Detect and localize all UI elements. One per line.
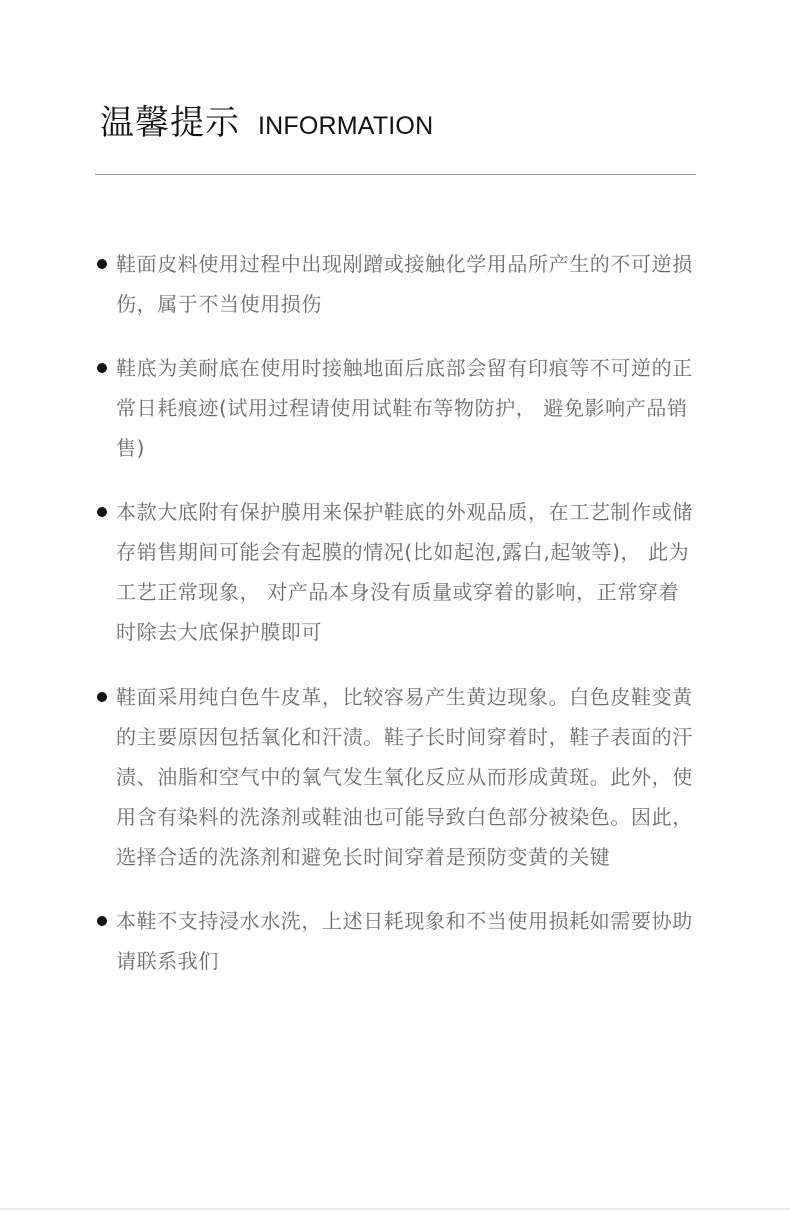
page-title: 温馨提示 bbox=[100, 103, 240, 143]
notice-item-protective-film bbox=[95, 492, 695, 652]
bullet-dot-icon bbox=[97, 916, 107, 926]
bullet-dot-icon bbox=[97, 259, 107, 269]
notice-item-pressure-damage bbox=[95, 244, 695, 324]
notice-text: 本鞋不支持浸水水洗，上述日耗现象和不当使用损耗如需要协助请联系我们 bbox=[116, 909, 693, 973]
notice-text: 本款大底附有保护膜用来保护鞋底的外观品质，在工艺制作或储存销售期间可能会有起膜的情况(比如起泡,露白,起皱等)， 此为工艺正常现象， 对产品本身没有质量或穿着的影响，正常穿着时除去大底保护膜即可 bbox=[116, 500, 693, 644]
bullet-dot-icon bbox=[97, 692, 107, 702]
notice-item-sole-marks bbox=[95, 348, 695, 468]
notice-text: 鞋面皮料使用过程中出现剐蹭或接触化学用品所产生的不可逆损伤，属于不当使用损伤 bbox=[116, 252, 693, 316]
bullet-dot-icon bbox=[97, 363, 107, 373]
page-subtitle: INFORMATION bbox=[258, 112, 434, 140]
notice-item-yellowing bbox=[95, 677, 695, 877]
bullet-dot-icon bbox=[97, 507, 107, 517]
notice-item-washing bbox=[95, 901, 695, 981]
header-divider bbox=[95, 174, 696, 175]
notice-text: 鞋面采用纯白色牛皮革，比较容易产生黄边现象。白色皮鞋变黄的主要原因包括氧化和汗渍。鞋子长时间穿着时，鞋子表面的汗渍、油脂和空气中的氧气发生氧化反应从而形成黄斑。此外，使用含有染料的洗涤剂或鞋油也可能导致白色部分被染色。因此，选择合适的洗涤剂和避免长时间穿着是预防变黄的关键 bbox=[116, 685, 693, 869]
notice-text: 鞋底为美耐底在使用时接触地面后底部会留有印痕等不可逆的正常日耗痕迹(试用过程请使用试鞋布等物防护， 避免影响产品销售) bbox=[116, 356, 693, 460]
notice-list bbox=[95, 244, 695, 1005]
header bbox=[100, 100, 433, 146]
